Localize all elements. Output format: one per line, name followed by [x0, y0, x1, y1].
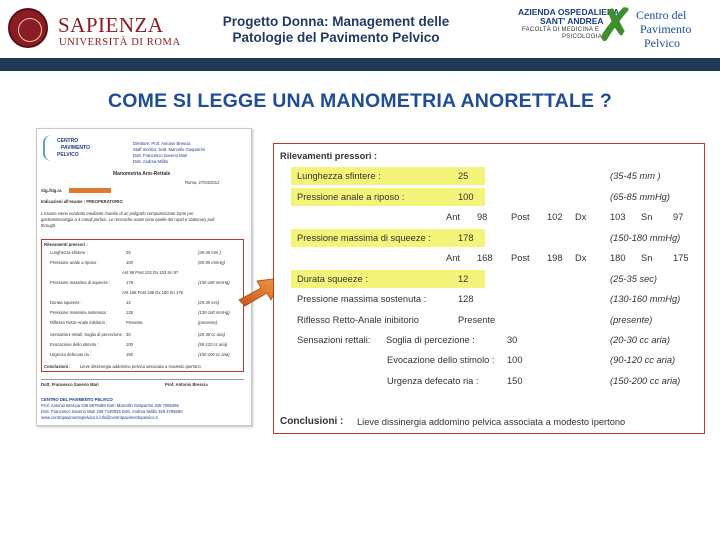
thumb-row-value: 100 — [126, 342, 133, 347]
reading-label: Pressione anale a riposo : — [297, 192, 405, 202]
header-square — [624, 58, 637, 71]
reading-range: (65-85 mmHg) — [610, 192, 670, 202]
conclusion-label: Conclusioni : — [280, 416, 344, 427]
header-title — [186, 14, 486, 46]
thumb-doc-title: Manometria Ano-Rettale — [113, 171, 171, 177]
reading-value: 25 — [458, 171, 469, 181]
thumb-row-label: Lunghezza sfintere : — [50, 250, 88, 255]
thumb-row-range: (presente) — [198, 320, 218, 325]
thumb-row-range: (35-45 mm ) — [198, 250, 221, 255]
sensation-value: 100 — [507, 355, 523, 365]
thumb-conclusion-text: Lieve dissinergia addomino pelvica associata a modesto ipertono — [80, 364, 201, 369]
thumb-indications: Indicazioni all'esame : PREOPERATORIO — [41, 199, 123, 204]
sapienza-seal-icon — [8, 8, 48, 48]
thumb-footer-line: Prof. Antonio Brescia 335 6879498 Dott. Marcello Gasparrini 335 7066296 — [41, 403, 179, 408]
header-square — [647, 58, 660, 71]
conclusion-text: Lieve dissinergia addomino pelvica associata a modesto ipertono — [357, 417, 626, 427]
reading-range: (presente) — [610, 315, 653, 325]
thumb-row-label: Pressione anale a riposo : — [50, 260, 99, 265]
sensations-label: Sensazioni rettali: — [297, 335, 371, 345]
header-square — [693, 58, 706, 71]
sensation-label: Urgenza defecato ria : — [387, 376, 479, 386]
detail-cell: 103 — [610, 212, 626, 222]
sensation-label: Evocazione dello stimolo : — [387, 355, 495, 365]
detail-cell: Sn — [641, 253, 653, 263]
header-square — [601, 58, 614, 71]
hospital-faculty-line1: FACOLTÀ DI MEDICINA E — [522, 27, 600, 33]
reading-value: Presente — [458, 315, 496, 325]
thumb-desc-line: L'esame viene condotto mediante l'ausilio di un poligrafo computerizzato Dyno per — [41, 211, 194, 216]
thumb-row-value: Ant 98 Post 102 Dx 103 Sn 97 — [122, 270, 179, 275]
centro-logo-icon: ✗ — [597, 1, 634, 50]
thumb-row-value: 128 — [126, 310, 133, 315]
thumb-row-range: (130-160 mmHg) — [198, 310, 230, 315]
reading-label: Riflesso Retto-Anale inibitorio — [297, 315, 419, 325]
reading-range: (35-45 mm ) — [610, 171, 661, 181]
reading-label: Lunghezza sfintere : — [297, 171, 381, 181]
header-square — [670, 58, 683, 71]
thumb-footer-line: CENTRO DEL PAVIMENTO PELVICO — [41, 397, 113, 402]
detail-cell: Post — [511, 253, 530, 263]
thumb-section-title: Rilevamenti pressori : — [44, 242, 88, 247]
thumb-row-label: Durata squeeze : — [50, 300, 82, 305]
report-thumbnail — [36, 128, 252, 426]
centro-thumb-logo-icon — [43, 135, 57, 161]
thumb-highlight-box — [41, 239, 244, 372]
hospital-faculty-line2: PSICOLOGIA — [562, 34, 603, 40]
reading-value: 12 — [458, 274, 469, 284]
pressure-readings-panel — [273, 143, 705, 434]
thumb-row-value: 30 — [126, 332, 131, 337]
thumb-signature: Prof. Antonio Brescia — [165, 382, 208, 387]
thumb-row-label: Evocazione dello stimolo : — [50, 342, 99, 347]
thumb-row-range: (150-180 mmHg) — [198, 280, 230, 285]
detail-cell: 168 — [477, 253, 493, 263]
thumb-footer-line: Dott. Francesco Saverio Mari 339 7140535 Dott. Andrea Milillo 328 4795590 — [41, 409, 183, 414]
thumb-staff-line: Dott. Andrea Milillo — [133, 159, 168, 164]
slide-title: COME SI LEGGE UNA MANOMETRIA ANORETTALE ? — [108, 90, 612, 112]
thumb-row-value: 12 — [126, 300, 131, 305]
thumb-row-range: (25-35 sec) — [198, 300, 220, 305]
reading-label: Pressione massima di squeeze : — [297, 233, 431, 243]
centro-logo-line2: Pavimento — [640, 22, 692, 36]
thumb-date: Roma, 27/04/2012 — [185, 180, 220, 185]
thumb-desc-line: through. — [41, 223, 57, 228]
detail-cell: 102 — [547, 212, 563, 222]
university-subtitle: UNIVERSITÀ DI ROMA — [59, 37, 181, 48]
reading-range: (25-35 sec) — [610, 274, 658, 284]
reading-value: 178 — [458, 233, 474, 243]
centro-logo-line1: Centro del — [636, 8, 687, 22]
detail-cell: Dx — [575, 212, 587, 222]
thumb-patient-label: Sig./Sig.ra — [41, 188, 62, 193]
thumb-signature: Dott. Francesco Saverio Mari — [41, 382, 99, 387]
sensation-range: (90-120 cc aria) — [610, 355, 676, 365]
thumb-row-value: Ant 168 Post 198 Dx 180 Sn 175 — [122, 290, 183, 295]
reading-value: 100 — [458, 192, 474, 202]
thumb-logo-line3: PELVICO — [57, 152, 79, 158]
thumb-row-value: 150 — [126, 352, 133, 357]
header-title-line1: Progetto Donna: Management delle — [222, 14, 450, 29]
detail-cell: Ant — [446, 212, 460, 222]
thumb-footer-line: www.centropavimentopelvico.it info@centropavimentopelvico.it — [41, 415, 158, 420]
thumb-staff-line: Staff medico: Dott. Marcello Gasparrini — [133, 147, 205, 152]
thumb-row-range: (20-30 cc aria) — [198, 332, 225, 337]
thumb-conclusion-label: Conclusioni : — [44, 364, 71, 369]
reading-label: Durata squeeze : — [297, 274, 368, 284]
sensation-range: (20-30 cc aria) — [610, 335, 670, 345]
thumb-row-label: Sensazioni rettali: Soglia di percezione : — [50, 332, 125, 337]
sensation-label: Soglia di percezione : — [386, 335, 475, 345]
thumb-desc-line: gastroenterologia a 4 canali perfusi. Le recnoiche usate sono quelle del rapid e stationary pull- — [41, 217, 216, 222]
header-title-line2: Patologie del Pavimento Pelvico — [232, 30, 440, 45]
centro-logo-line3: Pelvico — [644, 36, 680, 50]
detail-cell: 198 — [547, 253, 563, 263]
thumb-staff-line: Dott. Francesco Saverio Mari — [133, 153, 188, 158]
sapienza-logo — [8, 8, 181, 52]
panel-heading: Rilevamenti pressori : — [280, 151, 378, 161]
sensation-range: (150-200 cc aria) — [610, 376, 681, 386]
sensation-value: 150 — [507, 376, 523, 386]
reading-range: (130-160 mmHg) — [610, 294, 681, 304]
sensation-value: 30 — [507, 335, 518, 345]
reading-label: Pressione massima sostenuta : — [297, 294, 427, 304]
thumb-redacted-name — [69, 188, 111, 193]
reading-range: (150-180 mmHg) — [610, 233, 681, 243]
thumb-row-label: Pressione massima sostenuta : — [50, 310, 109, 315]
thumb-row-value: 25 — [126, 250, 131, 255]
hospital-name-line1: AZIENDA OSPEDALIERA — [518, 7, 620, 17]
thumb-row-range: (150-200 cc aria) — [198, 352, 230, 357]
thumb-row-range: (90-120 cc aria) — [198, 342, 228, 347]
thumb-row-value: 178 — [126, 280, 133, 285]
detail-cell: 175 — [673, 253, 689, 263]
thumb-row-label: Pressione massima di squeeze : — [50, 280, 111, 285]
detail-cell: Dx — [575, 253, 587, 263]
detail-cell: 180 — [610, 253, 626, 263]
university-name: SAPIENZA — [58, 13, 164, 37]
thumb-row-label: Riflesso Retto-Anale inibitorio : — [50, 320, 108, 325]
detail-cell: 97 — [673, 212, 684, 222]
reading-value: 128 — [458, 294, 474, 304]
thumb-row-label: Urgenza defecato ria : — [50, 352, 92, 357]
thumb-staff-line: Direttore: Prof. Antonio Brescia — [133, 141, 191, 146]
detail-cell: Post — [511, 212, 530, 222]
detail-cell: 98 — [477, 212, 488, 222]
thumb-logo-line1: CENTRO — [57, 138, 79, 144]
thumb-logo-line2: PAVIMENTO — [61, 145, 90, 151]
detail-cell: Ant — [446, 253, 460, 263]
hospital-name-line2: SANT' ANDREA — [540, 16, 604, 26]
thumb-row-range: (65-85 mmHg) — [198, 260, 225, 265]
detail-cell: Sn — [641, 212, 653, 222]
thumb-row-value: Presente — [126, 320, 143, 325]
thumb-row-value: 100 — [126, 260, 133, 265]
